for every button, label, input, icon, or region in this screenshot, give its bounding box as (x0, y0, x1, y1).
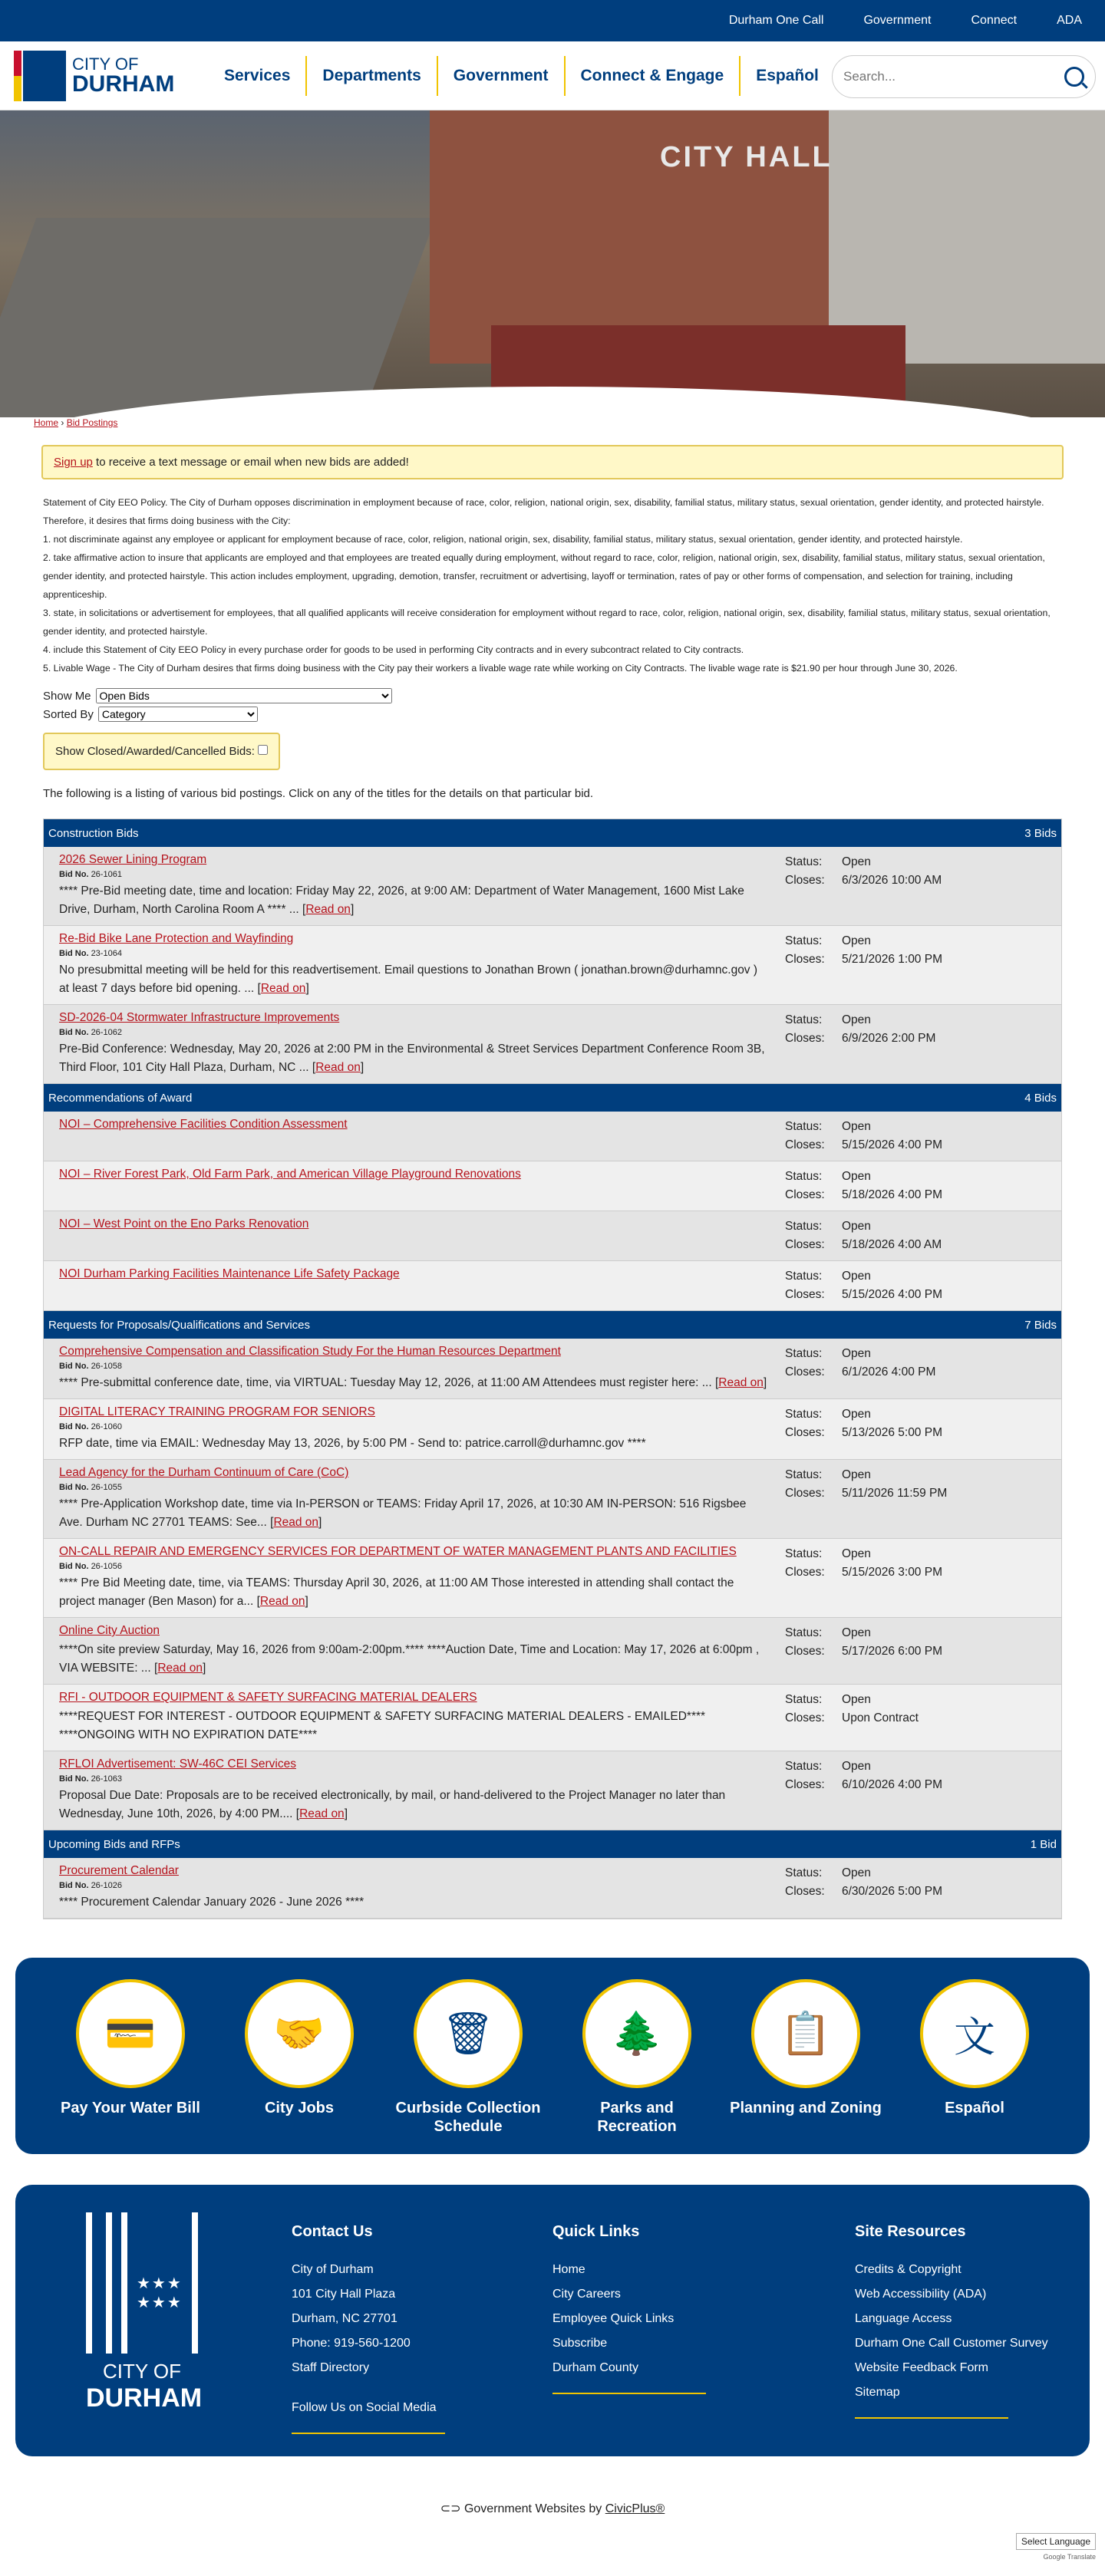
read-on-link[interactable]: Read on (273, 1516, 319, 1529)
bid-title-link[interactable]: RFI - OUTDOOR EQUIPMENT & SAFETY SURFACING MATERIAL DEALERS (59, 1691, 477, 1704)
social-media-heading: Follow Us on Social Media (292, 2401, 437, 2414)
footer-link-careers[interactable]: City Careers (552, 2288, 621, 2301)
read-on-link[interactable]: Read on (299, 1807, 345, 1820)
nav-espanol[interactable]: Español (756, 66, 819, 84)
footer-link-employee[interactable]: Employee Quick Links (552, 2312, 675, 2325)
quick-link[interactable] (560, 1979, 714, 2154)
bid-closes: 6/10/2026 4:00 PM (842, 1778, 942, 1791)
civicplus-link[interactable]: CivicPlus® (605, 2502, 665, 2515)
topbar-government[interactable]: Government (863, 14, 932, 27)
bid-status: Open (842, 934, 871, 947)
quick-link[interactable] (223, 1979, 376, 2154)
show-closed-box (43, 733, 280, 770)
quick-link-label: Pay Your Water Bill (61, 2100, 200, 2116)
category-count: 4 Bids (1024, 1091, 1057, 1105)
listing-intro: The following is a listing of various bid postings. Click on any of the titles for the details on that particular bid. (43, 787, 594, 800)
bid-status: Open (842, 1170, 871, 1183)
quick-link[interactable] (54, 1979, 207, 2154)
breadcrumb: Home › Bid Postings (34, 417, 118, 428)
bid-number: Bid No. 26-1063 (59, 1774, 122, 1784)
bid-description: ****On site preview Saturday, May 16, 2026 from 9:00am-2:00pm.**** ****Auction Date, Time and Location: May 17, 2026 at 6:00pm , VIA WEBSITE: ... [Read on] (59, 1643, 760, 1675)
clipboard-icon: 📋 (751, 1979, 860, 2088)
bid-category (44, 1084, 1061, 1311)
bid-description: ****REQUEST FOR INTEREST - OUTDOOR EQUIPMENT & SAFETY SURFACING MATERIAL DEALERS - EMAILED**** ****ONGOING WITH NO EXPIRATION DATE**** (59, 1710, 706, 1741)
bid-closes: 5/11/2026 11:59 PM (842, 1487, 948, 1500)
bid-closes: 6/3/2026 10:00 AM (842, 874, 942, 887)
category-count: 7 Bids (1024, 1318, 1057, 1332)
bid-title-link[interactable]: Procurement Calendar (59, 1864, 179, 1877)
bid-row (44, 1112, 1061, 1161)
bid-meta: Status: Open Closes: 5/13/2026 5:00 PM (785, 1405, 1046, 1453)
bid-meta: Status: Open Closes: 5/15/2026 3:00 PM (785, 1545, 1046, 1611)
logo-flag-stripe (14, 51, 21, 101)
bid-number: Bid No. 26-1060 (59, 1422, 122, 1431)
bid-closes: 5/21/2026 1:00 PM (842, 953, 942, 966)
bid-category (44, 819, 1061, 1084)
bid-row (44, 1618, 1061, 1685)
bid-description: No presubmittal meeting will be held for this readvertisement. Email questions to Jonathan Brown ( jonathan.brown@durhamnc.gov ) at least 7 days before bid opening. ... [Read on] (59, 964, 758, 995)
quick-links-bar (15, 1958, 1090, 2154)
quick-link-label: Planning and Zoning (730, 2100, 882, 2116)
logo-city-of: CITY OF (72, 54, 139, 74)
bid-meta: Status: Open Closes: 5/18/2026 4:00 PM (785, 1168, 1046, 1204)
footer-link-ada[interactable]: Web Accessibility (ADA) (855, 2288, 987, 2301)
bid-title-link[interactable]: RFLOI Advertisement: SW-46C CEI Services (59, 1757, 296, 1771)
footer-site-resources: Site Resources Credits & Copyright Web Accessibility (ADA) Language Access Durham One Call Customer Survey Website Feedback Form Sitemap (855, 2223, 1048, 2419)
bid-title-link[interactable]: Lead Agency for the Durham Continuum of Care (CoC) (59, 1466, 349, 1479)
sorted-by-label: Sorted By (43, 707, 94, 721)
signup-notice: Sign up to receive a text message or email when new bids are added! (41, 445, 1064, 479)
translate-icon: 文 (920, 1979, 1029, 2088)
bid-category (44, 1830, 1061, 1919)
main-nav (209, 56, 834, 96)
bid-closes: 5/15/2026 3:00 PM (842, 1566, 942, 1579)
search-input[interactable] (843, 69, 1064, 84)
quick-link[interactable] (729, 1979, 882, 2154)
footer-link-county[interactable]: Durham County (552, 2361, 639, 2374)
bid-number: Bid No. 23-1064 (59, 949, 122, 958)
bid-meta: Status: Open Closes: 6/1/2026 4:00 PM (785, 1345, 1046, 1392)
category-name: Recommendations of Award (48, 1091, 193, 1105)
bid-status: Open (842, 1013, 871, 1026)
bid-title-link[interactable]: NOI – Comprehensive Facilities Condition Assessment (59, 1118, 348, 1131)
bid-row (44, 1858, 1061, 1919)
nav-government[interactable]: Government (438, 56, 566, 96)
bid-closes: 5/13/2026 5:00 PM (842, 1426, 942, 1439)
nav-connect-engage[interactable]: Connect & Engage (566, 56, 741, 96)
handshake-icon: 🤝 (245, 1979, 354, 2088)
category-header (44, 1084, 1061, 1112)
search-icon[interactable] (1064, 67, 1084, 87)
trash-bin-icon: 🗑 (414, 1979, 523, 2088)
bid-meta: Status: Open Closes: 6/10/2026 4:00 PM (785, 1757, 1046, 1823)
breadcrumb-home[interactable]: Home (34, 417, 59, 428)
bid-description: Pre-Bid Conference: Wednesday, May 20, 2026 at 2:00 PM in the Environmental & Street Services Department Conference Room 3B, Third Floor, 101 City Hall Plaza, Durham, NC ... [Read on] (59, 1043, 765, 1074)
bid-status: Open (842, 1408, 871, 1421)
bid-row (44, 847, 1061, 926)
bid-description: RFP date, time via EMAIL: Wednesday May 13, 2026, by 5:00 PM - Send to: patrice.carroll@durhamnc.gov **** (59, 1437, 646, 1450)
topbar-ada[interactable]: ADA (1057, 14, 1082, 27)
bid-meta: Status: Open Closes: Upon Contract (785, 1691, 1046, 1744)
footer-link-feedback[interactable]: Website Feedback Form (855, 2361, 988, 2374)
bid-title-link[interactable]: Re-Bid Bike Lane Protection and Wayfinding (59, 932, 294, 945)
bid-closes: 5/18/2026 4:00 PM (842, 1188, 942, 1201)
footer-quick-links: Quick Links Home City Careers Employee Quick Links Subscribe Durham County (552, 2223, 706, 2394)
logo-stars-box (23, 51, 66, 101)
footer-link-survey[interactable]: Durham One Call Customer Survey (855, 2337, 1048, 2350)
bid-row (44, 1751, 1061, 1830)
bid-meta: Status: Open Closes: 5/17/2026 6:00 PM (785, 1624, 1046, 1678)
bid-status: Open (842, 1866, 871, 1879)
bid-status: Open (842, 855, 871, 868)
category-name: Requests for Proposals/Qualifications and Services (48, 1318, 311, 1332)
category-header (44, 1830, 1061, 1858)
bid-title-link[interactable]: DIGITAL LITERACY TRAINING PROGRAM FOR SENIORS (59, 1405, 375, 1418)
quick-link-label: Español (945, 2100, 1004, 2116)
bid-row (44, 1685, 1061, 1751)
bid-status: Open (842, 1120, 871, 1133)
bid-number: Bid No. 26-1056 (59, 1562, 122, 1571)
credit-card-icon: 💳 (76, 1979, 185, 2088)
bid-title-link[interactable]: SD-2026-04 Stormwater Infrastructure Improvements (59, 1011, 340, 1024)
breadcrumb-current[interactable]: Bid Postings (66, 417, 118, 428)
topbar-connect[interactable]: Connect (971, 14, 1018, 27)
bid-row (44, 1005, 1061, 1084)
bid-number: Bid No. 26-1058 (59, 1362, 122, 1371)
bid-description: **** Pre-Bid meeting date, time and location: Friday May 22, 2026, at 9:00 AM: Department of Water Management, 1600 Mist Lake Drive, Durham, North Carolina Room A **** ... [Read on] (59, 884, 744, 916)
bid-title-link[interactable]: NOI – River Forest Park, Old Farm Park, and American Village Playground Renovations (59, 1168, 521, 1181)
category-name: Construction Bids (48, 826, 139, 840)
bid-meta: Status: Open Closes: 5/18/2026 4:00 AM (785, 1217, 1046, 1254)
bid-status: Open (842, 1760, 871, 1773)
hero-image-city-hall (0, 110, 1105, 417)
google-translate-credit: Google Translate (1043, 2553, 1096, 2561)
bid-row (44, 1399, 1061, 1460)
search-box (832, 55, 1096, 98)
bid-category (44, 1311, 1061, 1830)
bid-status: Open (842, 1693, 871, 1706)
category-header (44, 1311, 1061, 1339)
staff-directory-link[interactable]: Staff Directory (292, 2361, 370, 2374)
category-name: Upcoming Bids and RFPs (48, 1837, 180, 1851)
quick-link-label: Parks and Recreation (597, 2100, 677, 2135)
bid-description: **** Pre-submittal conference date, time, via VIRTUAL: Tuesday May 12, 2026, at 11:00 AM Attendees must register here: ... [Read on] (59, 1376, 767, 1389)
bid-meta: Status: Open Closes: 5/11/2026 11:59 PM (785, 1466, 1046, 1532)
bid-closes: Upon Contract (842, 1711, 919, 1724)
bid-filters (43, 687, 1062, 723)
bid-closes: 5/18/2026 4:00 AM (842, 1238, 942, 1251)
logo-durham: DURHAM (72, 71, 175, 97)
bid-number: Bid No. 26-1062 (59, 1028, 122, 1037)
bid-status: Open (842, 1626, 871, 1639)
civicplus-icon: ⊂⊃ (440, 2502, 464, 2515)
bid-title-link[interactable]: 2026 Sewer Lining Program (59, 853, 207, 866)
bid-description: **** Pre-Application Workshop date, time via In-PERSON or TEAMS: Friday April 17, 2026, at 10:30 AM IN-PERSON: 516 Rigsbee Ave. Durham NC 27701 TEAMS: See... [Read on] (59, 1497, 747, 1529)
signup-link[interactable]: Sign up (54, 456, 93, 469)
bid-status: Open (842, 1547, 871, 1560)
bid-description: **** Pre Bid Meeting date, time, via TEAMS: Thursday April 30, 2026, at 11:00 AM Those interested in attending shall contact the project manager (Ben Mason) for a... [Read on] (59, 1576, 734, 1608)
bid-title-link[interactable]: ON-CALL REPAIR AND EMERGENCY SERVICES FOR DEPARTMENT OF WATER MANAGEMENT PLANTS AND FACILITIES (59, 1545, 737, 1558)
bid-description: **** Procurement Calendar January 2026 - June 2026 **** (59, 1896, 364, 1909)
bid-title-link[interactable]: NOI – West Point on the Eno Parks Renovation (59, 1217, 309, 1230)
quick-link[interactable] (391, 1979, 545, 2154)
category-header (44, 819, 1061, 847)
bid-status: Open (842, 1220, 871, 1233)
bid-number: Bid No. 26-1061 (59, 870, 122, 879)
show-me-label: Show Me (43, 689, 91, 703)
footer-contact: Contact Us City of Durham 101 City Hall Plaza Durham, NC 27701 Phone: 919-560-1200 Staff Directory Follow Us on Social Media (292, 2223, 445, 2434)
civicplus-credit: ⊂⊃ Government Websites by CivicPlus® Select Language Google Translate (440, 2502, 1096, 2561)
bid-status: Open (842, 1270, 871, 1283)
bid-closes: 6/30/2026 5:00 PM (842, 1885, 942, 1898)
show-me-select[interactable] (96, 688, 392, 703)
bid-row (44, 1211, 1061, 1261)
bid-meta: Status: Open Closes: 6/9/2026 2:00 PM (785, 1011, 1046, 1077)
bid-number: Bid No. 26-1055 (59, 1483, 122, 1492)
bid-meta: Status: Open Closes: 6/30/2026 5:00 PM (785, 1864, 1046, 1912)
footer-logo[interactable]: ★★★ ★★★ CITY OF DURHAM (86, 2212, 198, 2413)
bid-meta: Status: Open Closes: 6/3/2026 10:00 AM (785, 853, 1046, 919)
read-on-link[interactable]: Read on (315, 1061, 361, 1074)
bid-number: Bid No. 26-1026 (59, 1881, 122, 1890)
bid-row (44, 1539, 1061, 1618)
bid-row (44, 926, 1061, 1005)
bid-row (44, 1161, 1061, 1211)
bid-closes: 5/15/2026 4:00 PM (842, 1288, 942, 1301)
bid-meta: Status: Open Closes: 5/21/2026 1:00 PM (785, 932, 1046, 998)
read-on-link[interactable]: Read on (157, 1662, 203, 1675)
read-on-link[interactable]: Read on (259, 1595, 305, 1608)
trees-icon: 🌲 (582, 1979, 691, 2088)
bid-closes: 6/9/2026 2:00 PM (842, 1032, 936, 1045)
footer-link-language[interactable]: Language Access (855, 2312, 952, 2325)
bid-title-link[interactable]: NOI Durham Parking Facilities Maintenance Life Safety Package (59, 1267, 400, 1280)
bid-status: Open (842, 1468, 871, 1481)
category-count: 1 Bid (1030, 1837, 1057, 1851)
bid-closes: 6/1/2026 4:00 PM (842, 1365, 936, 1379)
bid-meta: Status: Open Closes: 5/15/2026 4:00 PM (785, 1118, 1046, 1155)
select-language-dropdown[interactable]: Select Language (1016, 2533, 1096, 2550)
read-on-link[interactable]: Read on (260, 982, 306, 995)
nav-departments[interactable]: Departments (307, 56, 437, 96)
city-logo[interactable] (14, 51, 198, 101)
top-utility-bar (0, 0, 1105, 41)
eeo-policy: Statement of City EEO Policy. The City of Durham opposes discrimination in employment because of race, color, religion, national origin, sex, disability, familial status, military status, sexual orientation, gender identity, and protected hairstyle. Therefore, it desires that firms doing business with the City: 1. not discriminate against any employee or applicant for employment because of race, color, religion, national origin, sex, disability, familial status, military status, sexual orientation, gender identity, and protected hairstyle. 2. take affirmative action to insure that applicants are employed and that employees are treated equally during employment, without regard to race, color, religion, national origin, sex, disability, familial status, military status, sexual orientation, gender identity, and protected hairstyle. This action includes employment, upgrading, demotion, transfer, recruitment or advertising, layoff or termination, rates of pay or other forms of compensation, and selection for training, including apprenticeship. 3. state, in solicitations or advertisement for employees, that all qualified applicants will receive consideration for employment without regard to race, color, religion, national origin, sex, disability, familial status, military status, sexual orientation, gender identity, and protected hairstyle. 4. include this Statement of City EEO Policy in every purchase order for goods to be used in performing City contracts and in every subcontract related to City contracts. 5. Livable Wage - The City of Durham desires that firms doing business with the City pay their workers a livable wage rate while working on City Contracts. The livable wage rate is $21.90 per hour through June 30, 2026. (43, 497, 1051, 674)
bid-status: Open (842, 1347, 871, 1360)
bid-list (43, 819, 1062, 1919)
hero-sign: CITY HALL (660, 141, 833, 173)
footer-link-home[interactable]: Home (552, 2263, 585, 2276)
read-on-link[interactable]: Read on (718, 1376, 764, 1389)
site-header (0, 41, 1105, 110)
quick-link-label: Curbside Collection Schedule (395, 2100, 541, 2135)
bid-title-link[interactable]: Comprehensive Compensation and Classification Study For the Human Resources Department (59, 1345, 561, 1358)
sorted-by-select[interactable] (98, 707, 258, 722)
quick-link[interactable] (898, 1979, 1051, 2154)
nav-services[interactable]: Services (209, 56, 307, 96)
read-on-link[interactable]: Read on (305, 903, 351, 916)
footer-link-sitemap[interactable]: Sitemap (855, 2386, 900, 2399)
show-closed-label: Show Closed/Awarded/Cancelled Bids: (55, 745, 255, 758)
bid-meta: Status: Open Closes: 5/15/2026 4:00 PM (785, 1267, 1046, 1304)
site-footer (15, 2185, 1090, 2456)
footer-link-credits[interactable]: Credits & Copyright (855, 2263, 962, 2276)
quick-link-label: City Jobs (264, 2100, 335, 2116)
bid-row (44, 1460, 1061, 1539)
bid-row (44, 1339, 1061, 1399)
footer-link-subscribe[interactable]: Subscribe (552, 2337, 608, 2350)
bid-closes: 5/17/2026 6:00 PM (842, 1645, 942, 1658)
show-closed-checkbox[interactable] (258, 745, 268, 755)
footer-logo-stars: ★★★ ★★★ (137, 2275, 183, 2311)
bid-title-link[interactable]: Online City Auction (59, 1624, 160, 1637)
bid-row (44, 1261, 1061, 1311)
topbar-durham-one-call[interactable]: Durham One Call (728, 14, 824, 27)
bid-description: Proposal Due Date: Proposals are to be received electronically, by mail, or hand-delivered to the Project Manager no later than Wednesday, June 10th, 2026, by 4:00 PM.... [Read on] (59, 1789, 726, 1820)
bid-closes: 5/15/2026 4:00 PM (842, 1138, 942, 1151)
category-count: 3 Bids (1024, 826, 1057, 840)
